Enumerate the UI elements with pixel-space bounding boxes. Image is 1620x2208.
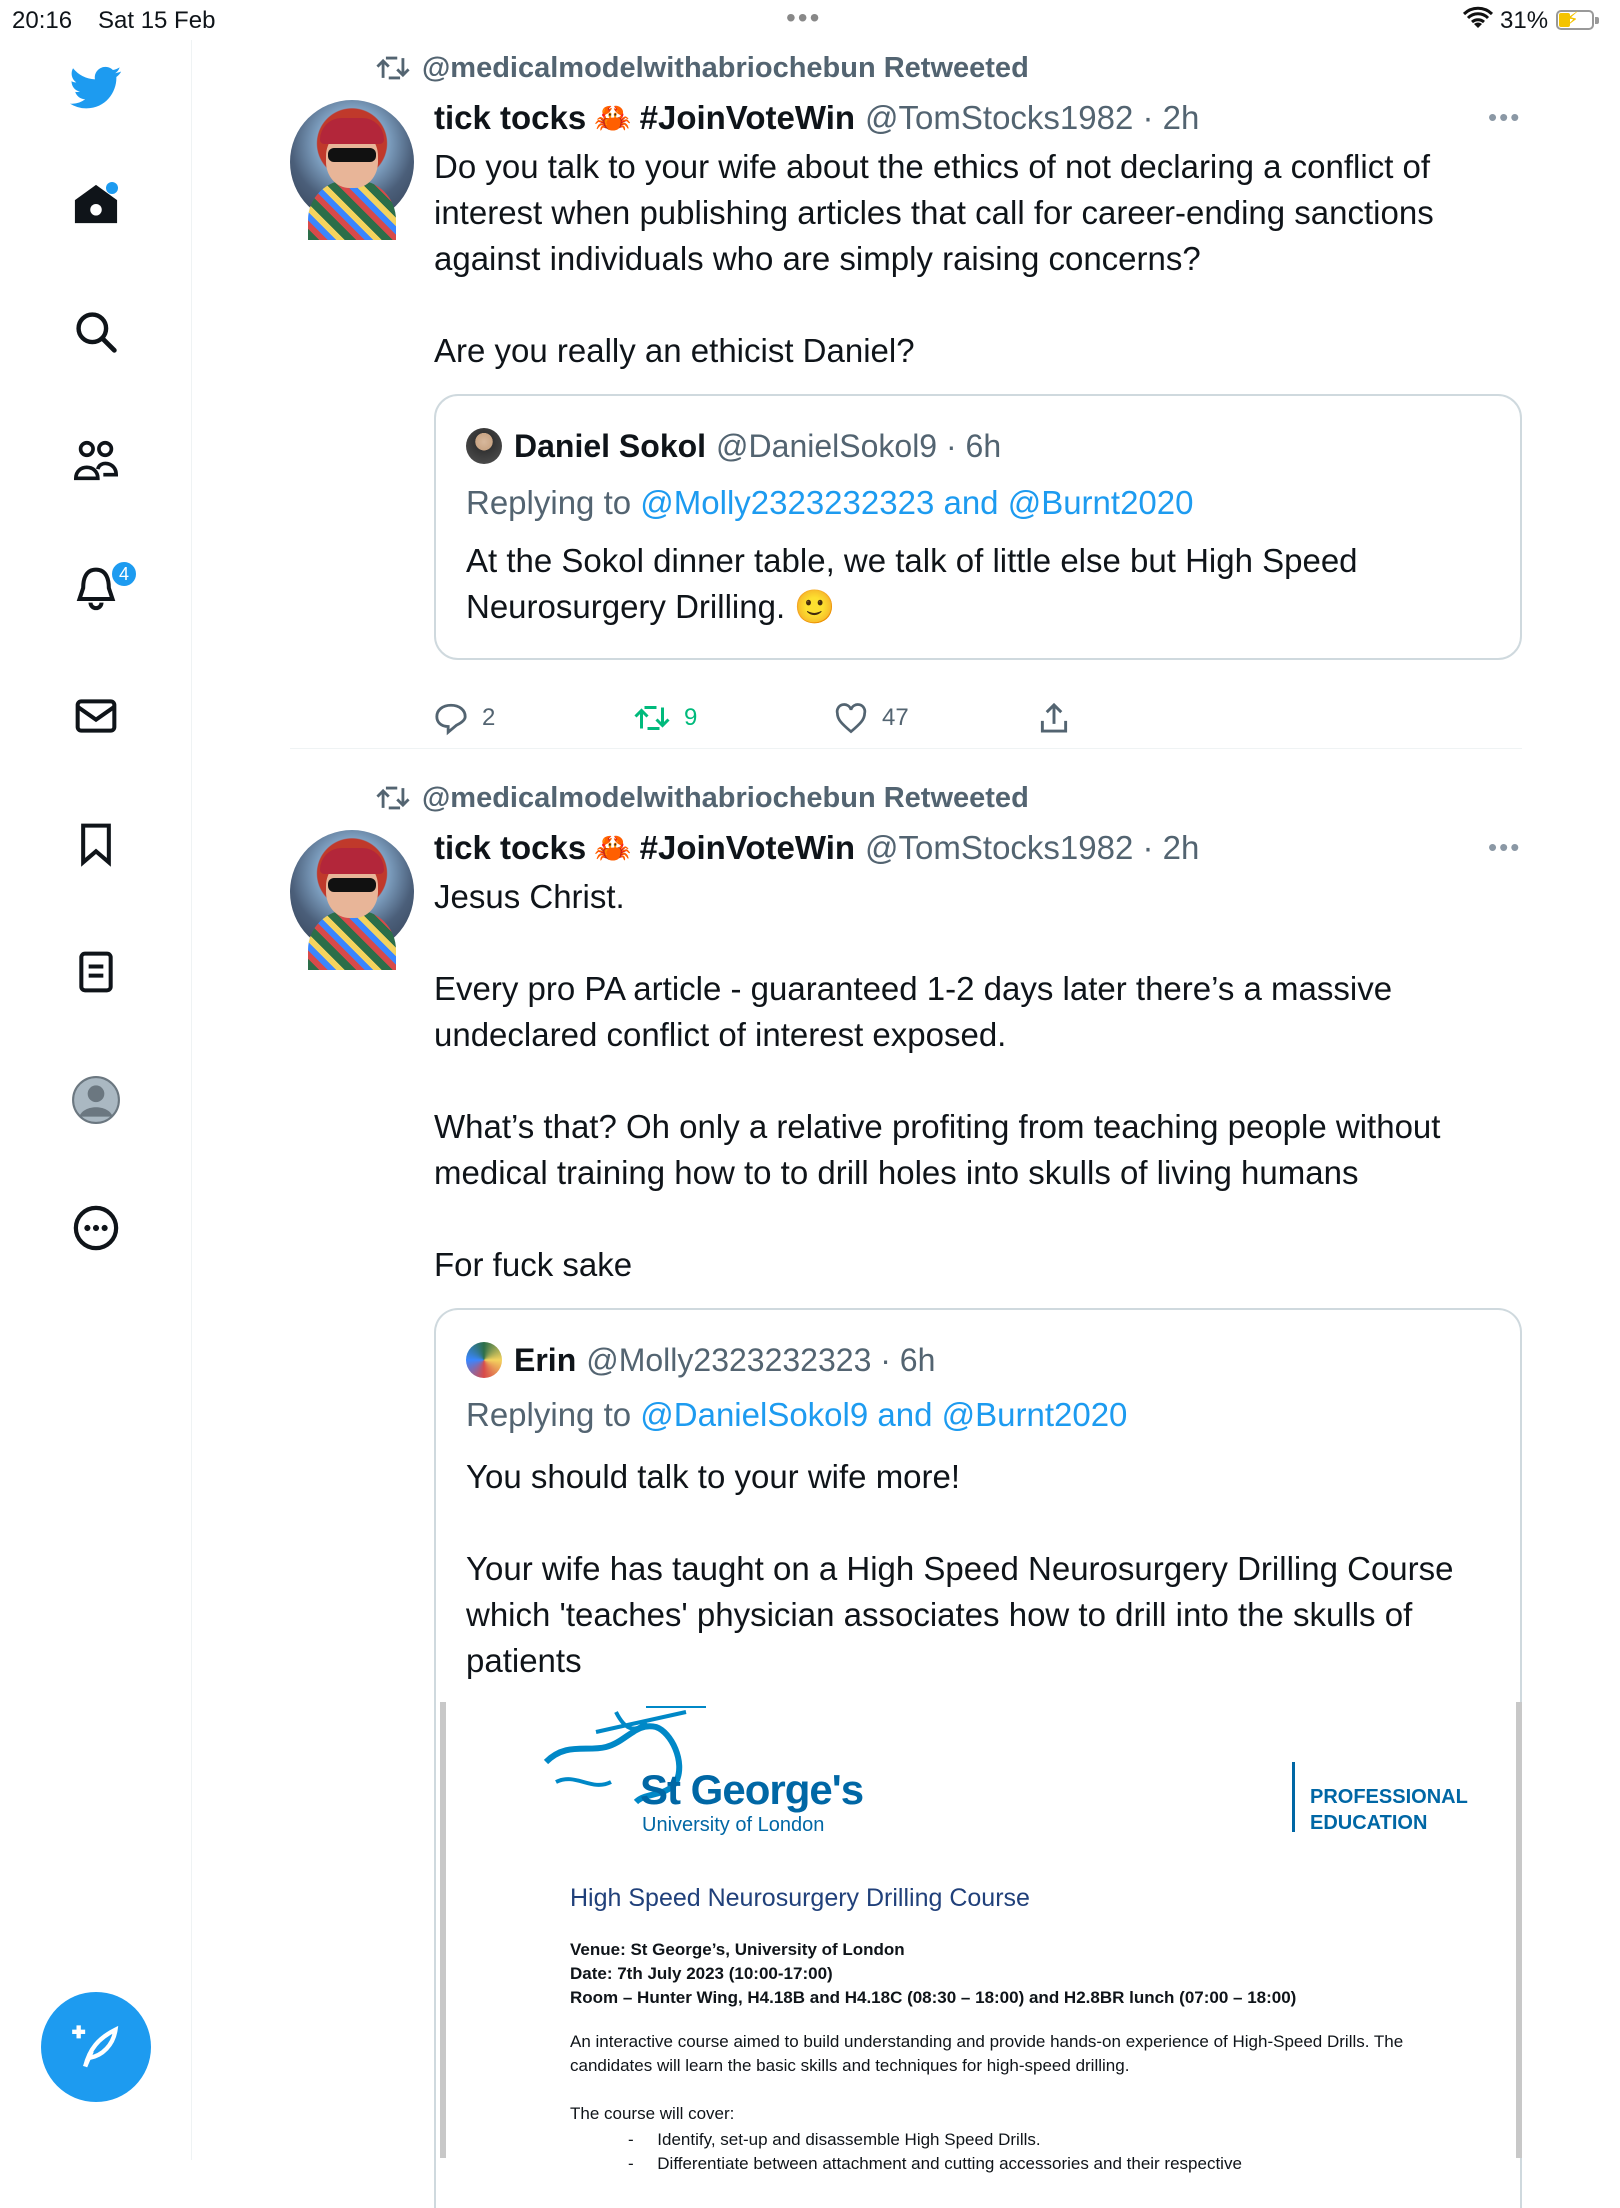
tweet-paragraph: Do you talk to your wife about the ethics of not declaring a conflict of interest when publishing articles that call for career-ending sanctions against individuals who are simply raising concerns? [434,148,1434,277]
badge-line: PROFESSIONAL [1310,1786,1468,1808]
quote-header [466,424,1001,468]
replying-to-links[interactable]: @Molly2323232323 and @Burnt2020 [640,484,1194,521]
logo-divider [1292,1762,1295,1832]
document-intro: An interactive course aimed to build understanding and provide hands-on experience of High-Speed Drills. The candidates will learn the basic skills and techniques for high-speed drilling. [570,2032,1404,2075]
avatar[interactable] [290,100,414,224]
replying-prefix: Replying to [466,1396,641,1433]
list-item-text: Differentiate between attachment and cutting accessories and their respective [657,2154,1242,2173]
heart-icon [834,703,868,733]
date: Date: 7th July 2023 (10:00-17:00) [570,1964,833,1983]
quote-author-handle: @DanielSokol9 · 6h [716,427,1002,464]
messages-icon[interactable] [66,686,126,746]
tweet-paragraph: Jesus Christ. [434,878,625,915]
author-hashtag: #JoinVoteWin [639,99,856,136]
sidebar [0,40,192,2160]
more-icon[interactable] [66,1198,126,1258]
retweet-context [376,50,1029,86]
tweet-header [434,826,1199,870]
document-list-item: - Differentiate between attachment and cutting accessories and their respective [628,2154,1242,2173]
tweet-paragraph: Every pro PA article - guaranteed 1-2 days later there’s a massive undeclared conflict of interest exposed. [434,970,1393,1053]
author-hashtag: #JoinVoteWin [639,829,856,866]
notifications-icon[interactable] [66,558,129,618]
compose-tweet-icon [70,2021,122,2073]
quote-author-name: Erin [514,1341,577,1378]
notification-badge: 4 [110,560,138,588]
document-meta [570,1938,1296,2010]
room: Room – Hunter Wing, H4.18B and H4.18C (08:30 – 18:00) and H2.8BR lunch (07:00 – 18:00) [570,1988,1297,2007]
quote-author-handle: @Molly2323232323 · 6h [586,1341,936,1378]
reply-button[interactable] [434,702,495,734]
reply-count: 2 [482,704,496,731]
replying-to-links[interactable]: @DanielSokol9 and @Burnt2020 [640,1396,1128,1433]
like-count: 47 [882,704,909,731]
author-name[interactable]: tick tocks [434,829,587,866]
share-button[interactable] [1038,702,1070,734]
tweet-header [434,96,1199,140]
status-time: 20:16 [12,7,73,34]
like-button[interactable] [834,703,909,733]
quote-avatar [466,1342,502,1378]
logo-subtitle: University of London [642,1814,825,1836]
home-icon[interactable] [66,174,126,234]
quote-text: At the Sokol dinner table, we talk of little else but High Speed Neurosurgery Drilling. 🙂 [466,542,1358,625]
venue: Venue: St George’s, University of London [570,1940,905,1959]
multitasking-dots-icon[interactable]: ••• [786,2,822,33]
home-unread-dot [106,182,118,194]
tweet-paragraph: What’s that? Oh only a relative profiting from teaching people without medical training how to to drill holes into skulls of living humans [434,1108,1441,1191]
share-icon [1038,702,1070,734]
quoted-tweet[interactable] [434,394,1522,660]
tweet-text [434,144,1509,374]
quote-header [466,1338,935,1382]
retweet-icon [376,55,410,81]
tweet-more-icon[interactable]: ••• [1488,102,1522,132]
document-title: High Speed Neurosurgery Drilling Course [570,1884,1030,1912]
compose-tweet-button[interactable] [41,1992,151,2102]
crab-emoji: 🦀 [594,101,632,135]
quote-author-name: Daniel Sokol [514,427,707,464]
tweet-text [434,874,1509,1288]
battery-percent: 31% [1500,7,1549,34]
document-cover-heading: The course will cover: [570,2104,735,2123]
quote-text: You should talk to your wife more! [466,1458,961,1495]
lists-icon[interactable] [66,942,126,1002]
tweet-paragraph [434,1196,1509,1242]
tweet-more-icon[interactable]: ••• [1488,832,1522,862]
status-date: Sat 15 Feb [98,7,216,34]
quote-image-document[interactable] [440,1702,1522,2173]
retweet-count: 9 [684,704,698,731]
quote-replying-to [466,484,1193,522]
retweet-icon [634,704,670,732]
retweeted-by: @medicalmodelwithabriochebun Retweeted [422,781,1029,814]
quoted-tweet[interactable] [434,1308,1522,2208]
wifi-icon [1463,8,1493,37]
author-handle[interactable]: @TomStocks1982 · 2h [865,99,1200,136]
professional-education-label [1310,1784,1468,1836]
badge-line: EDUCATION [1310,1812,1428,1834]
battery-icon: ⚡ [1556,10,1594,30]
list-item-text: Identify, set-up and disassemble High Speed Drills. [657,2130,1041,2149]
logo-title: St George's [640,1766,864,1813]
tweet-paragraph [434,920,1509,966]
tweet-paragraph [434,282,1509,328]
status-bar [0,0,1620,40]
retweeted-by: @medicalmodelwithabriochebun Retweeted [422,51,1029,84]
reply-icon [434,702,468,734]
replying-prefix: Replying to [466,484,641,521]
quote-text: Your wife has taught on a High Speed Neurosurgery Drilling Course which 'teaches' physician associates how to drill into the skulls of patients [466,1550,1454,1679]
tweet-paragraph: Are you really an ethicist Daniel? [434,332,915,369]
author-handle[interactable]: @TomStocks1982 · 2h [865,829,1200,866]
tweet-paragraph [434,1058,1509,1104]
author-name[interactable]: tick tocks [434,99,587,136]
retweet-icon [376,785,410,811]
search-icon[interactable] [66,302,126,362]
tweet-paragraph: For fuck sake [434,1246,633,1283]
communities-icon[interactable] [66,430,126,490]
profile-icon[interactable] [66,1070,126,1130]
quote-replying-to [466,1396,1127,1434]
retweet-context [376,780,1029,816]
retweet-button[interactable] [634,704,697,732]
crab-emoji: 🦀 [594,831,632,865]
avatar[interactable] [290,830,414,954]
bookmarks-icon[interactable] [66,814,126,874]
quote-avatar [466,428,502,464]
twitter-logo-icon[interactable] [66,58,126,118]
divider [290,748,1522,749]
document-list-item: - Identify, set-up and disassemble High Speed Drills. [628,2130,1041,2149]
